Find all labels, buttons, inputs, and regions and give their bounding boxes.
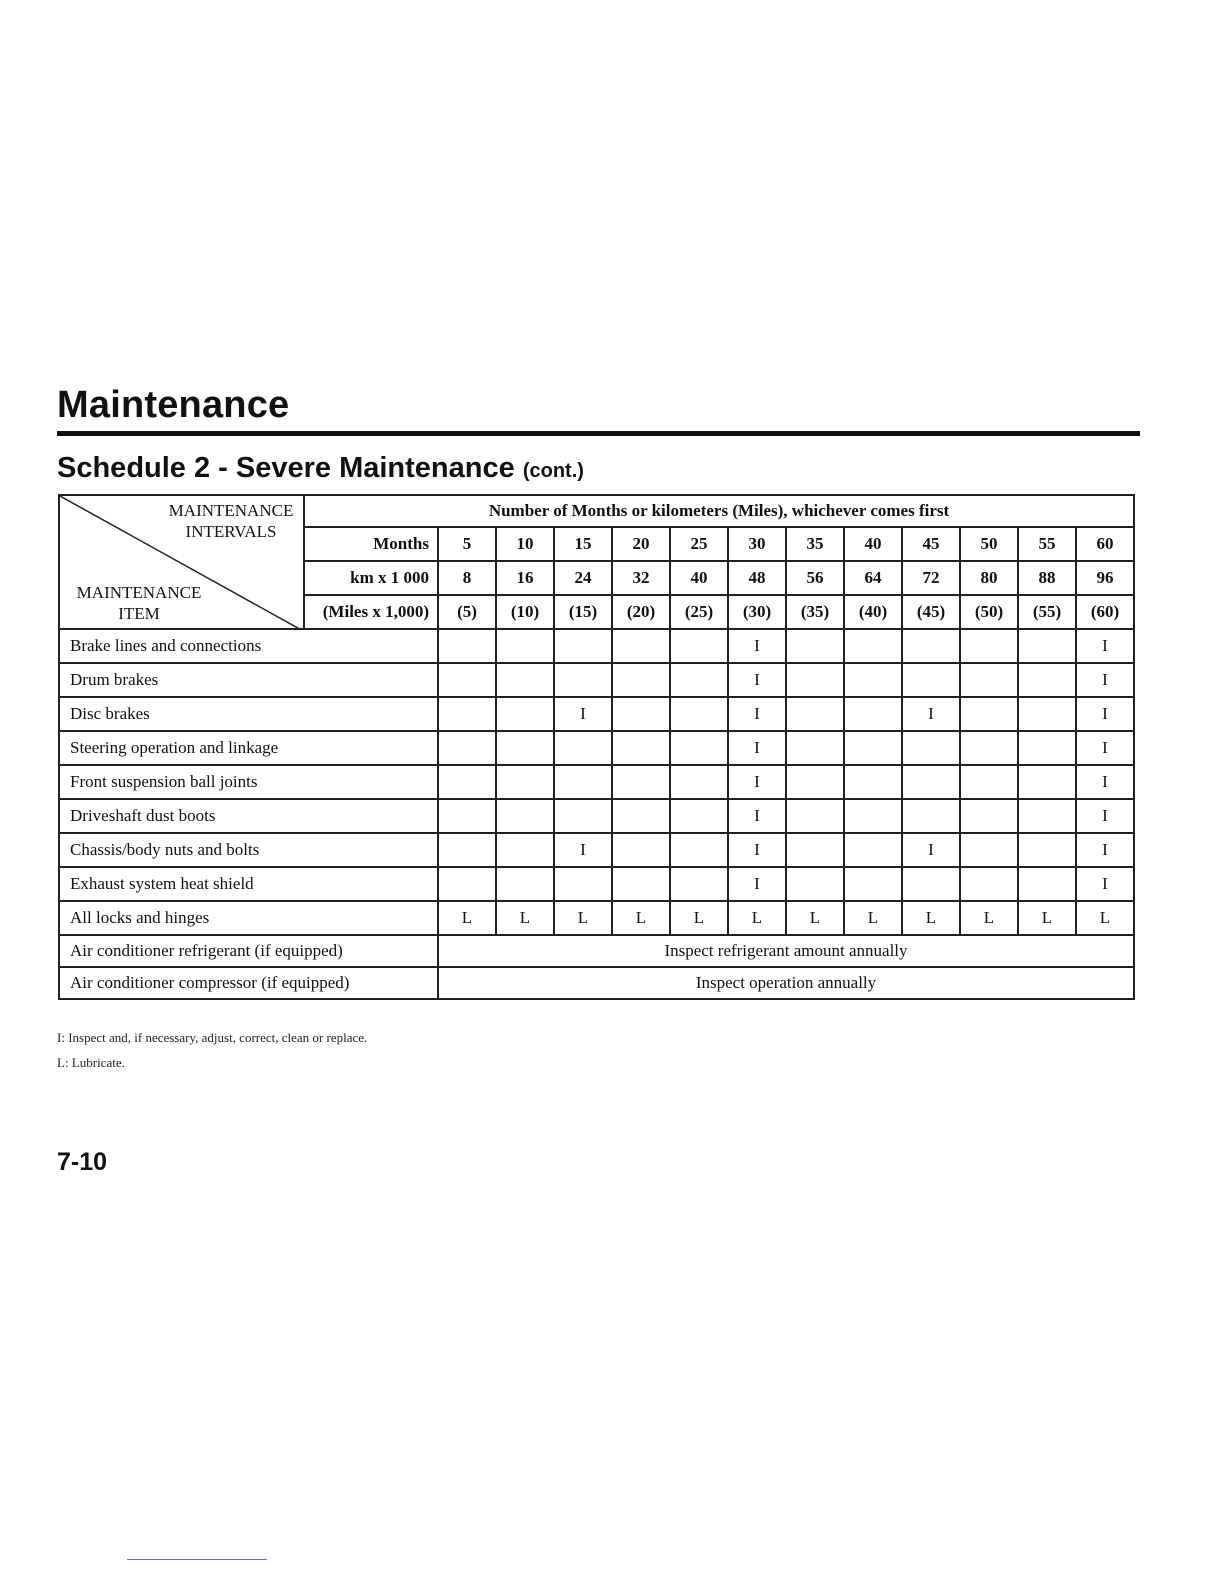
miles-value: (30) <box>728 595 786 629</box>
schedule-title-suffix: (cont.) <box>522 460 584 482</box>
interval-mark <box>496 663 554 697</box>
interval-mark <box>438 799 496 833</box>
interval-mark: L <box>670 901 728 935</box>
interval-mark <box>496 629 554 663</box>
interval-mark <box>438 663 496 697</box>
corner-item-label: MAINTENANCE ITEM <box>76 583 202 623</box>
miles-value: (35) <box>786 595 844 629</box>
item-name: Air conditioner compressor (if equipped) <box>59 967 438 999</box>
interval-mark: I <box>902 697 960 731</box>
interval-mark: I <box>728 731 786 765</box>
interval-mark <box>438 833 496 867</box>
interval-mark: I <box>1076 697 1134 731</box>
interval-mark <box>902 731 960 765</box>
interval-mark: L <box>902 901 960 935</box>
interval-mark <box>670 833 728 867</box>
km-label: km x 1 000 <box>304 561 438 595</box>
interval-mark <box>844 731 902 765</box>
interval-mark <box>1018 629 1076 663</box>
interval-mark: L <box>554 901 612 935</box>
miles-value: (55) <box>1018 595 1076 629</box>
months-value: 15 <box>554 527 612 561</box>
interval-mark <box>786 867 844 901</box>
months-value: 60 <box>1076 527 1134 561</box>
interval-mark <box>786 697 844 731</box>
interval-mark: L <box>438 901 496 935</box>
interval-mark <box>670 663 728 697</box>
km-value: 56 <box>786 561 844 595</box>
interval-mark: L <box>728 901 786 935</box>
interval-mark <box>670 867 728 901</box>
item-name: Air conditioner refrigerant (if equipped) <box>59 935 438 967</box>
interval-mark <box>554 799 612 833</box>
interval-mark <box>902 799 960 833</box>
table-row <box>59 901 1134 935</box>
interval-mark <box>670 765 728 799</box>
interval-mark: I <box>554 697 612 731</box>
months-value: 25 <box>670 527 728 561</box>
interval-mark: L <box>496 901 554 935</box>
interval-mark <box>612 867 670 901</box>
months-value: 20 <box>612 527 670 561</box>
months-label: Months <box>304 527 438 561</box>
months-value: 55 <box>1018 527 1076 561</box>
interval-mark: I <box>1076 799 1134 833</box>
interval-mark <box>960 731 1018 765</box>
interval-mark <box>670 629 728 663</box>
km-value: 80 <box>960 561 1018 595</box>
miles-value: (25) <box>670 595 728 629</box>
table-row <box>59 731 1134 765</box>
interval-mark <box>960 833 1018 867</box>
interval-mark: I <box>554 833 612 867</box>
km-value: 96 <box>1076 561 1134 595</box>
interval-mark <box>1018 833 1076 867</box>
interval-mark <box>960 867 1018 901</box>
interval-mark <box>786 731 844 765</box>
interval-mark <box>554 629 612 663</box>
interval-mark <box>844 799 902 833</box>
interval-mark: I <box>1076 833 1134 867</box>
item-name: All locks and hinges <box>59 901 438 935</box>
item-name: Chassis/body nuts and bolts <box>59 833 438 867</box>
interval-mark <box>554 867 612 901</box>
item-name: Disc brakes <box>59 697 438 731</box>
interval-mark <box>786 663 844 697</box>
interval-mark <box>960 629 1018 663</box>
interval-mark <box>960 663 1018 697</box>
table-row <box>59 799 1134 833</box>
interval-mark <box>612 731 670 765</box>
interval-mark <box>960 799 1018 833</box>
months-value: 5 <box>438 527 496 561</box>
interval-mark <box>670 697 728 731</box>
interval-header: Number of Months or kilometers (Miles), whichever comes first <box>304 495 1134 527</box>
interval-mark <box>844 867 902 901</box>
table-row <box>59 967 1134 999</box>
interval-mark <box>902 629 960 663</box>
interval-mark <box>844 697 902 731</box>
interval-mark <box>612 765 670 799</box>
corner-intervals-label: MAINTENANCE INTERVALS <box>168 501 294 541</box>
interval-mark <box>1018 731 1076 765</box>
months-value: 45 <box>902 527 960 561</box>
months-value: 10 <box>496 527 554 561</box>
interval-mark <box>1018 663 1076 697</box>
interval-mark <box>844 629 902 663</box>
miles-value: (5) <box>438 595 496 629</box>
interval-mark <box>670 731 728 765</box>
interval-mark <box>902 867 960 901</box>
km-value: 88 <box>1018 561 1076 595</box>
interval-mark <box>554 731 612 765</box>
section-title: Maintenance <box>57 384 290 426</box>
km-value: 40 <box>670 561 728 595</box>
months-value: 30 <box>728 527 786 561</box>
interval-mark <box>902 765 960 799</box>
corner-header-cell <box>59 495 304 629</box>
km-value: 32 <box>612 561 670 595</box>
interval-mark <box>438 629 496 663</box>
interval-mark <box>960 765 1018 799</box>
interval-mark <box>496 765 554 799</box>
item-name: Exhaust system heat shield <box>59 867 438 901</box>
schedule-title-text: Schedule 2 - Severe Maintenance <box>57 452 515 484</box>
months-value: 50 <box>960 527 1018 561</box>
interval-mark: I <box>902 833 960 867</box>
interval-mark: I <box>728 799 786 833</box>
interval-mark <box>844 833 902 867</box>
table-row <box>59 935 1134 967</box>
table-row <box>59 697 1134 731</box>
interval-mark <box>1018 765 1076 799</box>
interval-mark <box>612 663 670 697</box>
interval-mark <box>496 799 554 833</box>
table-row <box>59 765 1134 799</box>
page-number: 7-10 <box>57 1148 108 1176</box>
miles-value: (60) <box>1076 595 1134 629</box>
interval-mark: I <box>1076 731 1134 765</box>
miles-value: (40) <box>844 595 902 629</box>
item-name: Steering operation and linkage <box>59 731 438 765</box>
table-row <box>59 629 1134 663</box>
item-name: Brake lines and connections <box>59 629 438 663</box>
interval-mark: I <box>728 697 786 731</box>
interval-mark <box>438 731 496 765</box>
interval-mark <box>786 629 844 663</box>
interval-mark: I <box>728 663 786 697</box>
months-value: 35 <box>786 527 844 561</box>
table-row <box>59 663 1134 697</box>
interval-mark <box>844 765 902 799</box>
interval-mark: L <box>612 901 670 935</box>
schedule-title <box>57 452 584 485</box>
table-row <box>59 833 1134 867</box>
months-value: 40 <box>844 527 902 561</box>
interval-mark <box>786 833 844 867</box>
interval-mark <box>612 799 670 833</box>
interval-mark <box>786 765 844 799</box>
interval-mark: I <box>1076 867 1134 901</box>
interval-mark <box>612 697 670 731</box>
interval-mark: L <box>844 901 902 935</box>
interval-mark <box>960 697 1018 731</box>
miles-value: (10) <box>496 595 554 629</box>
interval-header-row <box>59 495 1134 527</box>
interval-mark <box>554 663 612 697</box>
interval-mark <box>438 697 496 731</box>
km-value: 16 <box>496 561 554 595</box>
interval-mark <box>1018 799 1076 833</box>
interval-mark <box>496 867 554 901</box>
km-value: 8 <box>438 561 496 595</box>
interval-mark <box>844 663 902 697</box>
miles-label: (Miles x 1,000) <box>304 595 438 629</box>
legend-lubricate: L: Lubricate. <box>57 1055 125 1070</box>
interval-mark <box>554 765 612 799</box>
interval-mark <box>786 799 844 833</box>
interval-mark <box>1018 867 1076 901</box>
miles-value: (45) <box>902 595 960 629</box>
interval-mark <box>496 697 554 731</box>
interval-mark <box>496 731 554 765</box>
interval-mark <box>1018 697 1076 731</box>
maintenance-schedule-table <box>58 494 1135 1000</box>
miles-value: (15) <box>554 595 612 629</box>
bottom-rule <box>127 1559 267 1560</box>
interval-mark: I <box>1076 663 1134 697</box>
interval-mark: I <box>1076 629 1134 663</box>
item-name: Drum brakes <box>59 663 438 697</box>
interval-mark <box>612 833 670 867</box>
interval-mark <box>438 867 496 901</box>
interval-mark: I <box>1076 765 1134 799</box>
interval-mark: L <box>786 901 844 935</box>
item-name: Front suspension ball joints <box>59 765 438 799</box>
table-row <box>59 867 1134 901</box>
interval-mark: L <box>1076 901 1134 935</box>
interval-mark: I <box>728 629 786 663</box>
annual-note: Inspect operation annually <box>438 967 1134 999</box>
item-name: Driveshaft dust boots <box>59 799 438 833</box>
km-value: 48 <box>728 561 786 595</box>
interval-mark <box>902 663 960 697</box>
interval-mark <box>612 629 670 663</box>
interval-mark <box>496 833 554 867</box>
interval-mark <box>438 765 496 799</box>
km-value: 64 <box>844 561 902 595</box>
legend-inspect: I: Inspect and, if necessary, adjust, correct, clean or replace. <box>57 1030 368 1045</box>
km-value: 72 <box>902 561 960 595</box>
interval-mark <box>670 799 728 833</box>
miles-value: (20) <box>612 595 670 629</box>
miles-value: (50) <box>960 595 1018 629</box>
interval-mark: I <box>728 833 786 867</box>
interval-mark: I <box>728 765 786 799</box>
title-rule <box>57 431 1140 436</box>
km-value: 24 <box>554 561 612 595</box>
interval-mark: L <box>960 901 1018 935</box>
interval-mark: I <box>728 867 786 901</box>
annual-note: Inspect refrigerant amount annually <box>438 935 1134 967</box>
interval-mark: L <box>1018 901 1076 935</box>
